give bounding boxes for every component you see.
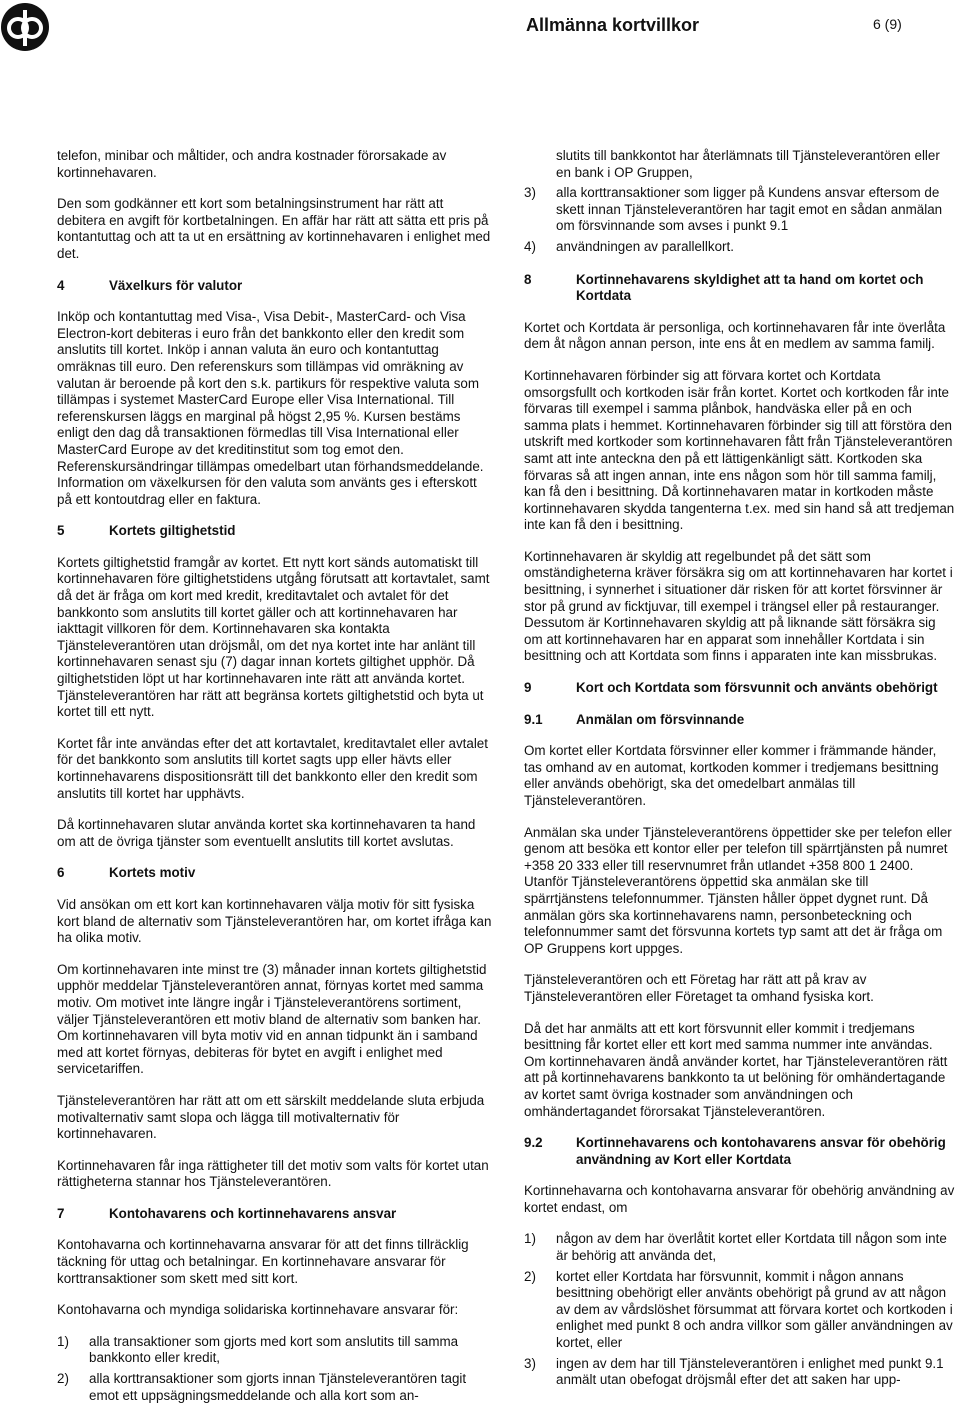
section-number: 9 bbox=[524, 680, 532, 696]
section-number: 4 bbox=[57, 277, 65, 293]
list-text: användningen av parallellkort. bbox=[556, 238, 734, 254]
list-number: 2) bbox=[524, 1268, 536, 1284]
paragraph: Tjänsteleverantören och ett Företag har rätt att på krav av Tjänsteleverantören eller Företaget ta omhand fysiska kort. bbox=[524, 972, 874, 1004]
section-heading-5 bbox=[57, 523, 495, 540]
section-number: 5 bbox=[57, 523, 65, 539]
paragraph: Kortet och Kortdata är personliga, och kortinnehavaren får inte överlåta dem åt någon annan person, inte ens åt en medlem av samma familj. bbox=[524, 319, 946, 352]
paragraph: Om kortet eller Kortdata försvinner eller kommer i främmande händer, tas omhand av en automat, kortkoden kommer i tredjemans besittning eller används obehörigt, ska det omedelbart anmälas till Tjänsteleverantören. bbox=[524, 743, 939, 808]
page-number: 6 (9) bbox=[873, 16, 902, 32]
list-text: alla korttransaktioner som gjorts innan Tjänsteleverantören tagit emot ett uppsägningsmeddelande och alla kort som an- bbox=[89, 1371, 467, 1403]
section-title: Kortinnehavarens skyldighet att ta hand om kortet och Kortdata bbox=[576, 271, 924, 304]
paragraph: Kontohavarna och myndiga solidariska kortinnehavare ansvarar för: bbox=[57, 1302, 459, 1318]
section-number: 6 bbox=[57, 865, 65, 881]
paragraph: Om kortinnehavaren inte minst tre (3) månader innan kortets giltighetstid upphör meddelar Tjänsteleverantören annat, förnyas kortet med samma motiv. Om motivet inte längre ingår i Tjänsteleverantörens sortiment, väljer Tjänsteleverantören ett motiv bland de alternativ som banken har. Om kortinnehavaren vill byta motiv vid en annan tidpunkt än i samband med att kortet förnyas, debiteras för bytet en avgift i enlighet med servicetariffen. bbox=[57, 961, 487, 1077]
section-title: Anmälan om försvinnande bbox=[576, 711, 745, 727]
left-column bbox=[57, 148, 495, 1419]
paragraph: Inköp och kontantuttag med Visa-, Visa Debit-, MasterCard- och Visa Electron-kort debiteras i euro från det bankkonto eller den kredit som anslutits till kortet. Inköp i annan valuta än euro och kontantuttag omräknas till euro. Den referenskurs som tillämpas vid omräkning av valutan är beroende på kort den s.k. partikurs för respektive valuta som tillämpas i systemet MasterCard Europe eller Visa International. Till referenskursen läggs en marginal på högst 2,95 %. Kursen bestäms enligt den dag då transaktionen förmedlas till Visa International eller MasterCard Europe av det kreditinstitut som tog emot den. Referenskursändringar tillämpas omedelbart utan förhandsmeddelande. Information om växelkursen för den valuta som använts ges i efterskott på ett kontoutdrag eller en faktura. bbox=[57, 309, 484, 507]
section-title: Kort och Kortdata som försvunnit och använts obehörigt bbox=[576, 680, 938, 696]
list-item bbox=[524, 239, 955, 256]
paragraph: Då kortinnehavaren slutar använda kortet ska kortinnehavaren ta hand om att de övriga tjänster som eventuellt anslutits till kortet avslutas. bbox=[57, 817, 476, 849]
section-title: Kortets motiv bbox=[109, 865, 196, 881]
numbered-list bbox=[524, 1231, 955, 1388]
paragraph: Anmälan ska under Tjänsteleverantörens öppettider ske per telefon eller genom att besöka ett kontor eller per telefon till spärrtjänsten på numret +358 20 333 eller till reservnumret från utlandet +358 800 1 2400. Utanför Tjänsteleverantörens öppettid ska anmälan ske till spärrtjänstens telefonnummer. Tjänsten håller öppet dygnet runt. Då anmälan görs ska kortinnehavarens namn, personbeteckning och telefonnummer samt det försvunna kortets typ samt att det är fråga om OP Gruppens kort uppges. bbox=[524, 824, 952, 956]
section-title: Kortets giltighetstid bbox=[109, 523, 236, 539]
list-number: 3) bbox=[524, 185, 536, 201]
list-item bbox=[524, 185, 955, 235]
paragraph: Kortinnehavaren får inga rättigheter till det motiv som valts för kortet utan rättigheterna stannar hos Tjänsteleverantören. bbox=[57, 1157, 489, 1190]
op-logo bbox=[0, 2, 50, 52]
section-heading-9-1 bbox=[524, 712, 955, 729]
list-text: slutits till bankkontot har återlämnats till Tjänsteleverantören eller en bank i OP Gruppen, bbox=[556, 148, 940, 180]
section-title: Kortinnehavarens och kontohavarens ansvar för obehörig användning av Kort eller Kortdata bbox=[576, 1135, 946, 1167]
paragraph: Kontohavarna och kortinnehavarna ansvarar för att det finns tillräcklig täckning för uttag och betalningar. En kortinnehavare ansvarar för korttransaktioner som skett med sitt kort. bbox=[57, 1237, 469, 1286]
paragraph: Kortinnehavaren är skyldig att regelbundet på det sätt som omständigheterna kräver försäkra sig om att kortinnehavaren har kortet i besittning, i synnerhet i situationer där risken för att kortet försvinner är stor på grund av ficktjuvar, till exempel i trängsel eller på restauranger. Dessutom är Kortinnehavaren skyldig att på liknande sätt försäkra sig om att kortinnehavaren har en apparat som innehåller Kortdata i sin besittning och att Kortdata som finns i apparaten inte kan missbrukas. bbox=[524, 548, 953, 664]
numbered-list-continued bbox=[524, 148, 955, 256]
paragraph: Kortets giltighetstid framgår av kortet. Ett nytt kort sänds automatiskt till kortinnehavaren före giltighetstidens utgång förutsatt att kortavtalet, samt då det är fråga om kort med kredit, kreditavtalet och avtalet för det bankkonto som anslutits till kortet gäller och att kortinnehavaren har iakttagit villkoren för dem. Kortinnehavaren ska kontakta Tjänsteleverantören utan dröjsmål, om det nya kortet inte har anlänt till kortinnehavaren senast sju (7) dagar innan kortets giltighet upphör. Då giltighetstiden löpt ut har kortinnehavaren inte rätt att använda kortet. Tjänsteleverantören har rätt att begränsa kortets giltighetstid och byta ut kortet till ett nytt. bbox=[57, 554, 490, 720]
list-text: ingen av dem har till Tjänsteleverantören i enlighet med punkt 9.1 anmält utan obefogat dröjsmål efter det att saken har upp- bbox=[556, 1355, 944, 1388]
list-number: 1) bbox=[57, 1333, 69, 1349]
section-title: Växelkurs för valutor bbox=[109, 277, 243, 293]
paragraph: Kortinnehavarna och kontohavarna ansvarar för obehörig användning av kortet endast, om bbox=[524, 1183, 955, 1215]
section-heading-9 bbox=[524, 680, 955, 697]
list-number: 4) bbox=[524, 238, 536, 254]
list-number: 1) bbox=[524, 1231, 536, 1247]
paragraph: Den som godkänner ett kort som betalningsinstrument har rätt att debitera en avgift för kortbetalningen. En affär har rätt att sätta ett pris på kontantuttag och att ta ut en ersättning av kortinnehavaren i enlighet med det. bbox=[57, 196, 491, 261]
section-heading-9-2 bbox=[524, 1135, 955, 1168]
section-title: Kontohavarens och kortinnehavarens ansvar bbox=[109, 1205, 397, 1221]
list-number: 2) bbox=[57, 1371, 69, 1387]
paragraph: Kortet får inte användas efter det att kortavtalet, kreditavtalet eller avtalet för det bankkonto som anslutits till kortet sagts upp eller hävts eller kortinnehavarens dispositionsrätt till det bankkonto eller den kredit som anslutits till kortet har upphävts. bbox=[57, 735, 488, 801]
section-number: 8 bbox=[524, 271, 532, 287]
list-text: någon av dem har överlåtit kortet eller Kortdata till någon som inte är behörig att använda det, bbox=[556, 1231, 947, 1264]
right-column bbox=[524, 148, 955, 1404]
section-number: 9.2 bbox=[524, 1135, 543, 1151]
numbered-list bbox=[57, 1334, 495, 1404]
list-text: kortet eller Kortdata har försvunnit, kommit i någon annans besittning obehörigt eller använts obehörigt på grund av att någon av dem av vårdslöshet försummat att förvara kortet och kortkoden i enlighet med punkt 8 och andra villkor som gäller användningen av kortet, eller bbox=[556, 1268, 953, 1351]
list-text: alla korttransaktioner som ligger på Kundens ansvar eftersom de skett innan Tjänsteleverantören har tagit emot en sådan anmälan om försvinnande som avses i punkt 9.1 bbox=[556, 185, 943, 234]
list-item bbox=[57, 1334, 495, 1367]
list-number: 3) bbox=[524, 1355, 536, 1371]
paragraph: Vid ansökan om ett kort kan kortinnehavaren välja motiv för sitt fysiska kort bland de alternativ som Tjänsteleverantören har, om kortet ifråga kan ha olika motiv. bbox=[57, 896, 492, 946]
paragraph: Då det har anmälts att ett kort försvunnit eller kommit i tredjemans besittning får kortet eller ett kort med samma nummer inte användas. Om kortinnehavaren ändå använder kortet, har Tjänsteleverantören rätt att på kortinnehavarens bankkonto ta ut belöning för omhändertagande av kortet samt övriga kostnader som användningen och omhändertagandet förorsakat Tjänsteleverantören. bbox=[524, 1020, 948, 1119]
section-number: 7 bbox=[57, 1205, 65, 1221]
paragraph: Tjänsteleverantören har rätt att om ett särskilt meddelande sluta erbjuda motivalternativ samt slopa och lägga till motivalternativ för kortinnehavaren. bbox=[57, 1092, 485, 1142]
section-heading-7 bbox=[57, 1206, 495, 1223]
list-text: alla transaktioner som gjorts med kort som anslutits till samma bankkonto eller kredit, bbox=[89, 1333, 459, 1366]
list-item bbox=[57, 1371, 495, 1404]
section-heading-4 bbox=[57, 278, 495, 295]
paragraph: Kortinnehavaren förbinder sig att förvara kortet och Kortdata omsorgsfullt och kortkoden isär från kortet. Kortet och kortkoden får inte förvaras till exempel i samma plånbok, handväska eller på en och samma plats i hemmet. Kortinnehavaren förbinder sig till att förstöra den utskrift med kortkoder som kortinnehavaren fått från Tjänsteleverantören samt att inte anteckna den på ett lättigenkänligt sätt. Kortkoden ska förvaras så att ingen annan, inte ens någon som hör till samma familj, kan få den i besittning. Då kortinnehavaren matar in kortkoden måste kortinnehavaren skydda tangenterna t.ex. med sin hand så att tredjeman inte kan få den i besittning. bbox=[524, 367, 955, 533]
list-item bbox=[524, 1356, 955, 1389]
paragraph: telefon, minibar och måltider, och andra kostnader förorsakade av kortinnehavaren. bbox=[57, 148, 447, 180]
document-title: Allmänna kortvillkor bbox=[526, 15, 700, 35]
list-item bbox=[524, 1231, 955, 1264]
section-heading-8 bbox=[524, 272, 955, 305]
list-item-continuation bbox=[524, 148, 955, 181]
section-number: 9.1 bbox=[524, 711, 543, 727]
list-item bbox=[524, 1269, 955, 1352]
section-heading-6 bbox=[57, 865, 495, 882]
